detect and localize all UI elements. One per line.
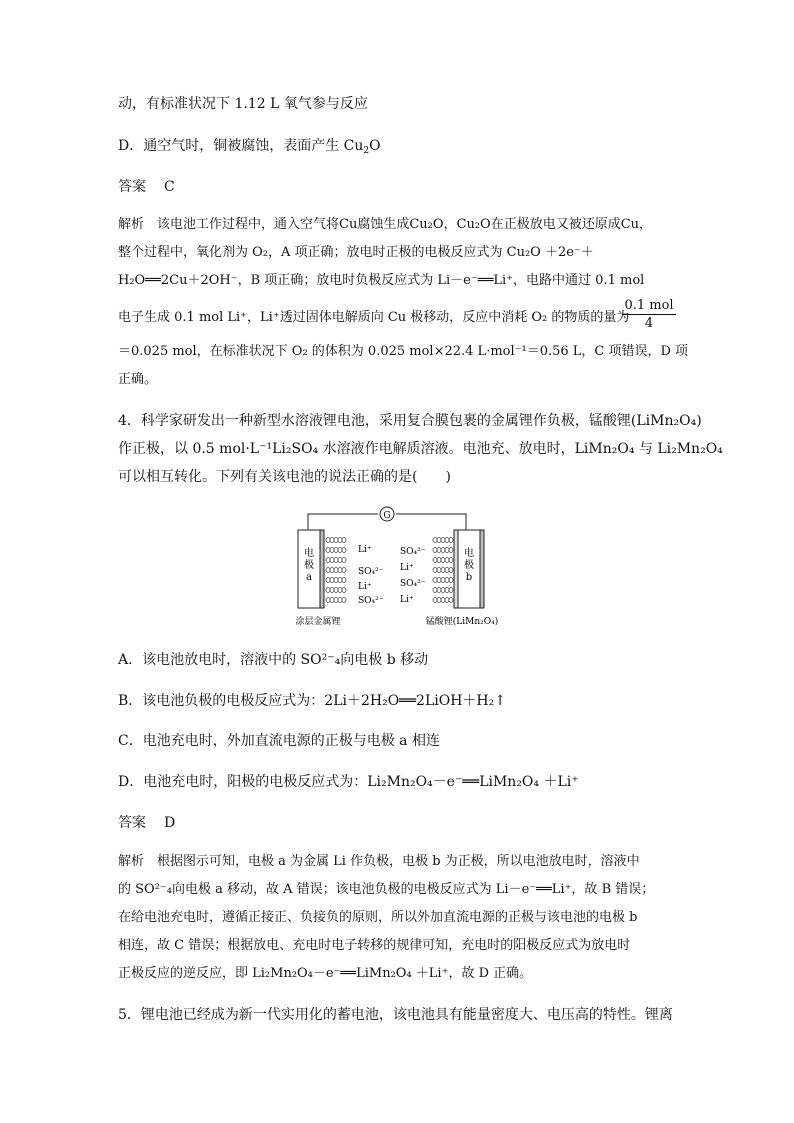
coil-mark — [437, 568, 441, 573]
coil-mark — [326, 598, 330, 603]
coil-mark — [445, 588, 449, 593]
coil-mark — [330, 598, 334, 603]
coil-mark — [437, 588, 441, 593]
q3-explanation-line-1: 解析 该电池工作过程中，通入空气将Cu腐蚀生成Cu₂O，Cu₂O在正极放电又被还原成Cu， — [118, 217, 653, 232]
coil-mark — [338, 548, 342, 553]
coil-mark — [326, 578, 330, 583]
q4-answer — [118, 813, 175, 833]
coil-mark — [441, 598, 445, 603]
coil-mark — [433, 558, 437, 563]
coil-mark — [449, 598, 453, 603]
battery-diagram — [290, 500, 510, 630]
q4-explanation-line-5: 正极反应的逆反应，即 Li₂Mn₂O₄－e⁻══LiMn₂O₄ ＋Li⁺，故 D 正确。 — [118, 966, 533, 981]
coil-mark — [330, 548, 334, 553]
coil-mark — [433, 548, 437, 553]
coil-mark — [445, 548, 449, 553]
coil-mark — [342, 538, 346, 543]
coil-mark — [449, 548, 453, 553]
q4-option-a: A．该电池放电时，溶液中的 SO²⁻₄向电极 b 移动 — [118, 652, 429, 668]
coil-mark — [342, 568, 346, 573]
coil-mark — [433, 538, 437, 543]
coil-mark — [342, 558, 346, 563]
coil-mark — [437, 578, 441, 583]
svg-text:极: 极 — [464, 560, 474, 571]
ion-label: Li⁺ — [358, 545, 372, 555]
coil-mark — [342, 578, 346, 583]
coil-mark — [449, 588, 453, 593]
fraction — [622, 298, 676, 331]
coil-mark — [441, 538, 445, 543]
q3-answer — [118, 177, 175, 197]
ion-label: SO₄²⁻ — [400, 547, 426, 557]
q4-explanation-line-1: 解析 根据图示可知，电极 a 为金属 Li 作负极，电极 b 为正极，所以电池放电时，溶液中 — [118, 854, 640, 869]
q3-explanation-line-5: ＝0.025 mol，在标准状况下 O₂ 的体积为 0.025 mol×22.4 L·mol⁻¹＝0.56 L，C 项错误，D 项 — [118, 344, 689, 359]
coil-mark — [441, 588, 445, 593]
coil-mark — [449, 538, 453, 543]
q4-explanation-line-2: 的 SO²⁻₄向电极 a 移动，故 A 错误；该电池负极的电极反应式为 Li－e⁻══Li⁺，故 B 错误； — [118, 882, 655, 897]
coil-mark — [334, 578, 338, 583]
coil-mark — [338, 558, 342, 563]
coil-mark — [338, 538, 342, 543]
fraction-numerator: 0.1 mol — [624, 298, 674, 313]
ion-label: SO₄²⁻ — [400, 579, 426, 589]
coil-mark — [445, 568, 449, 573]
q3-explanation-line-6: 正确。 — [118, 372, 158, 387]
q4-option-c: C．电池充电时，外加直流电源的正极与电极 a 相连 — [118, 733, 440, 749]
left-caption: 涂层金属锂 — [295, 617, 341, 627]
coil-mark — [334, 548, 338, 553]
q4-stem-line-2: 作正极，以 0.5 mol·L⁻¹Li₂SO₄ 水溶液作电解质溶液。电池充、放电时，LiMn₂O₄ 与 Li₂Mn₂O₄ — [118, 441, 723, 457]
coil-mark — [433, 568, 437, 573]
coil-mark — [437, 538, 441, 543]
ion-label: SO₄²⁻ — [358, 596, 384, 606]
coil-mark — [330, 588, 334, 593]
coil-mark — [433, 598, 437, 603]
coil-mark — [330, 558, 334, 563]
q3-explanation-line-4: 电子生成 0.1 mol Li⁺，Li⁺透过固体电解质向 Cu 极移动，反应中消耗 O₂ 的物质的量为 — [118, 310, 630, 325]
svg-text:电: 电 — [304, 548, 314, 559]
coil-mark — [433, 578, 437, 583]
coil-mark — [445, 598, 449, 603]
coil-mark — [326, 548, 330, 553]
q3-explanation-line-3: H₂O══2Cu＋2OH⁻，B 项正确；放电时负极反应式为 Li－e⁻══Li⁺，电路中通过 0.1 mol — [118, 273, 645, 288]
coil-mark — [437, 558, 441, 563]
coil-mark — [334, 598, 338, 603]
q4-option-b: B．该电池负极的电极反应式为：2Li＋2H₂O══2LiOH＋H₂↑ — [118, 693, 506, 709]
coil-mark — [334, 538, 338, 543]
q3-explanation-line-2: 整个过程中，氧化剂为 O₂，A 项正确；放电时正极的电极反应式为 Cu₂O ＋2e⁻＋ — [118, 245, 594, 260]
coil-mark — [449, 568, 453, 573]
coil-mark — [334, 558, 338, 563]
coil-mark — [338, 588, 342, 593]
coil-mark — [334, 568, 338, 573]
svg-text:电: 电 — [464, 548, 474, 559]
coil-mark — [449, 578, 453, 583]
ion-label: Li⁺ — [400, 563, 414, 573]
coil-mark — [437, 548, 441, 553]
svg-text:极: 极 — [304, 560, 314, 571]
coil-mark — [445, 578, 449, 583]
svg-text:G: G — [383, 511, 391, 521]
coil-mark — [326, 568, 330, 573]
fraction-denominator: 4 — [644, 316, 654, 331]
q4-option-d: D．电池充电时，阳极的电极反应式为：Li₂Mn₂O₄－e⁻══LiMn₂O₄ ＋Li⁺ — [118, 774, 579, 790]
coil-mark — [342, 598, 346, 603]
coil-mark — [342, 548, 346, 553]
answer-label: 答案 — [118, 179, 146, 195]
coil-mark — [338, 598, 342, 603]
coil-mark — [441, 578, 445, 583]
coil-mark — [441, 548, 445, 553]
coil-mark — [326, 558, 330, 563]
coil-mark — [334, 588, 338, 593]
coil-mark — [437, 598, 441, 603]
coil-mark — [330, 538, 334, 543]
coil-mark — [449, 558, 453, 563]
svg-text:a: a — [306, 572, 312, 583]
q4-explanation-line-4: 相连，故 C 错误；根据放电、充电时电子转移的规律可知，充电时的阳极反应式为放电时 — [118, 938, 631, 953]
coil-mark — [330, 568, 334, 573]
coil-mark — [326, 538, 330, 543]
coil-mark — [441, 558, 445, 563]
coil-mark — [326, 588, 330, 593]
coil-mark — [330, 578, 334, 583]
coil-mark — [433, 588, 437, 593]
q4-explanation-line-3: 在给电池充电时，遵循正接正、负接负的原则，所以外加直流电源的正极与该电池的电极 b — [118, 910, 638, 925]
q4-stem-line-1: 4．科学家研发出一种新型水溶液锂电池，采用复合膜包裹的金属锂作负极，锰酸锂(LiMn₂O₄) — [118, 413, 702, 429]
coil-mark — [338, 568, 342, 573]
ion-label: Li⁺ — [358, 582, 372, 592]
coil-mark — [342, 588, 346, 593]
answer-label: 答案 — [118, 815, 146, 831]
ion-label: SO₄²⁻ — [358, 567, 384, 577]
right-caption: 锰酸锂(LiMn₂O₄) — [425, 617, 499, 627]
coil-mark — [445, 538, 449, 543]
q4-stem-line-3: 可以相互转化。下列有关该电池的说法正确的是( ) — [118, 469, 451, 485]
svg-text:b: b — [465, 572, 473, 583]
coil-mark — [338, 578, 342, 583]
coil-mark — [441, 568, 445, 573]
coil-mark — [445, 558, 449, 563]
q3-continuation: 动，有标准状况下 1.12 L 氧气参与反应 — [118, 96, 368, 112]
answer-value: D — [164, 815, 176, 831]
ion-label: Li⁺ — [400, 595, 414, 605]
q3-option-d: D．通空气时，铜被腐蚀，表面产生 $Cu_2O$ — [118, 138, 381, 156]
answer-value: C — [164, 179, 175, 195]
q5-stem-line-1: 5．锂电池已经成为新一代实用化的蓄电池，该电池具有能量密度大、电压高的特性。锂离 — [118, 1007, 673, 1023]
